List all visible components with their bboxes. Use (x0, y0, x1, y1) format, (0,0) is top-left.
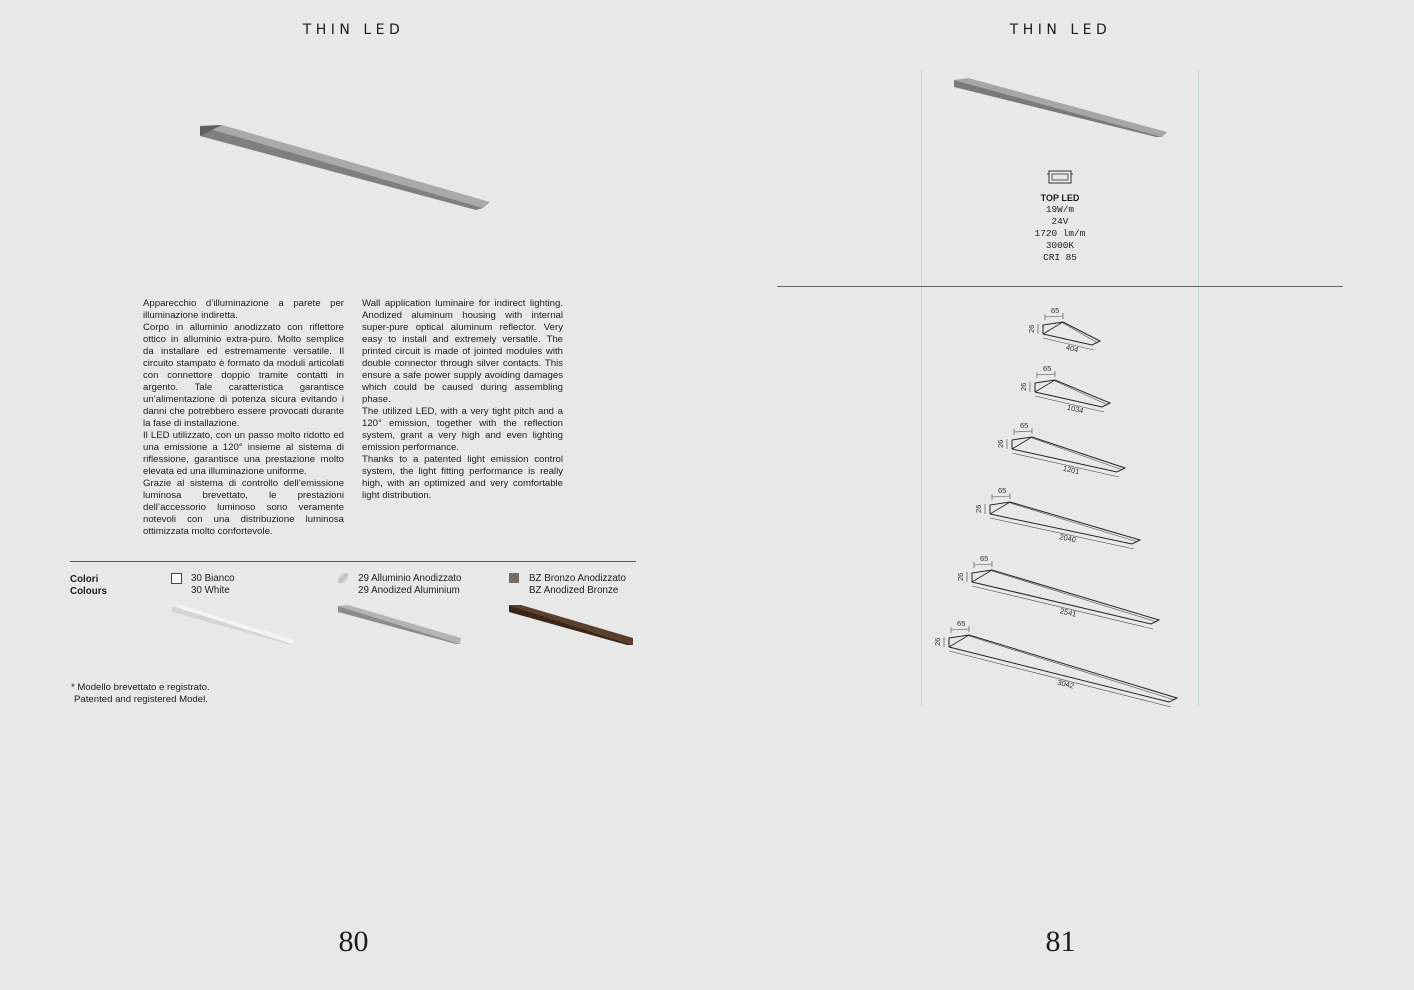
page-header-right: THIN LED (1009, 22, 1112, 38)
dim-drawing-2-height-label: 26 (996, 439, 1005, 448)
dim-drawing-5-width-line (951, 629, 969, 630)
dim-drawing-4-length-label: 2541 (1059, 606, 1078, 619)
dim-drawing-0-outline (1043, 322, 1100, 345)
color-option-aluminium: 29 Alluminio Anodizzato 29 Anodized Aluminium (358, 573, 461, 597)
dim-drawing-0-length-label: 404 (1065, 342, 1080, 355)
dim-drawing-0-width-line (1045, 316, 1063, 317)
spec-lumen: 1720 lm/m (1034, 228, 1086, 239)
dim-drawing-5-width-label: 65 (957, 619, 966, 628)
spec-cri: CRI 85 (1043, 252, 1077, 263)
dim-drawing-0-height-label: 26 (1027, 324, 1036, 333)
dim-drawing-3-width-line (992, 496, 1010, 497)
white-swatch (171, 573, 182, 584)
dim-drawing-3-length-label: 2040 (1058, 532, 1077, 545)
dim-drawing-1-length-label: 1034 (1066, 402, 1085, 416)
dim-drawing-4-width-line (974, 564, 992, 565)
spec-title: TOP LED (1040, 193, 1080, 203)
dim-drawing-5-length-label: 3042 (1056, 677, 1075, 691)
dim-drawing-5-outline (949, 635, 1177, 702)
dim-drawing-1-inner-edge (1055, 381, 1108, 405)
bronze-swatch (509, 573, 519, 583)
description-english: Wall application luminaire for indirect lighting. Anodized aluminum housing with internal super-pure optical aluminum reflector. Very easy to install and extremely versatile. The printed circuit is made of jointed modules with double connector through silver contacts. This ensure a safe power supply avoiding damages which could be caused during assembling phase. The utilized LED, with a very tight pitch and a 120° emission, together with the reflection system, grant a very high and even lighting emission performance. Thanks to a patented light emission control system, the light fitting performance is really high, with an optimized and very comfortable light distribution. (362, 298, 563, 501)
dim-drawing-1-width-label: 65 (1043, 364, 1052, 373)
dim-drawing-2-length-label: 1201 (1062, 463, 1081, 477)
colors-label: Colori Colours (70, 574, 108, 597)
right-page (707, 0, 1414, 990)
spec-voltage: 24V (1051, 216, 1069, 227)
dim-drawing-1-height-label: 26 (1019, 382, 1028, 391)
patent-note: * Modello brevettato e registrato. Patented and registered Model. (71, 682, 210, 705)
dim-drawing-5-inner-edge (969, 636, 1175, 700)
dim-drawing-5-height-label: 26 (933, 637, 942, 646)
dim-drawing-1-width-line (1037, 374, 1055, 375)
page-number-right: 81 (1045, 925, 1076, 958)
white-finish-image (170, 602, 298, 646)
dim-drawing-0-width-label: 65 (1051, 306, 1060, 315)
dim-drawing-3-width-label: 65 (998, 486, 1007, 495)
spec-power: 19W/m (1045, 204, 1075, 215)
dim-drawing-3-height-label: 26 (974, 504, 983, 513)
dim-drawing-4-height-label: 26 (956, 572, 965, 581)
color-option-white: 30 Bianco 30 White (191, 573, 235, 597)
divider-line (70, 561, 636, 562)
dim-drawing-2-width-line (1014, 431, 1032, 432)
color-option-bronze: BZ Bronzo Anodizzato BZ Anodized Bronze (529, 573, 626, 597)
dim-drawing-2-inner-edge (1032, 438, 1123, 470)
spec-color-temp: 3000K (1045, 240, 1075, 251)
bronze-finish-image (507, 602, 635, 646)
aluminium-swatch (338, 573, 348, 583)
aluminium-finish-image (336, 602, 464, 646)
product-hero-image (190, 110, 500, 220)
dim-drawing-4-width-label: 65 (980, 554, 989, 563)
page-header-left: THIN LED (302, 22, 405, 38)
description-italian: Apparecchio d’illuminazione a parete per illuminazione indiretta. Corpo in alluminio anodizzato con riflettore ottico in alluminio extra-puro. Molto semplice da installare ed estremamente versatile. Il circuito stampato è formato da moduli articolati con connettore doppio tramite contatti in argento. Tale caratteristica garantisce un’alimentazione di potenza sicura evitando i danni che potrebbero essere provocati durante la fase di installazione. Il LED utilizzato, con un passo molto ridotto ed una emissione a 120° insieme al sistema di riflessione, garantisce una prestazione molto elevata ed una illuminazione uniforme. Grazie al sistema di controllo dell’emissione luminosa brevettato, le prestazioni dell’accessorio luminoso sono veramente notevoli con una distribuzione luminosa ottimizzata molto confortevole. (143, 298, 344, 537)
dimension-drawings (707, 0, 1414, 990)
page-number-left: 80 (338, 925, 369, 958)
dim-drawing-2-width-label: 65 (1020, 421, 1029, 430)
